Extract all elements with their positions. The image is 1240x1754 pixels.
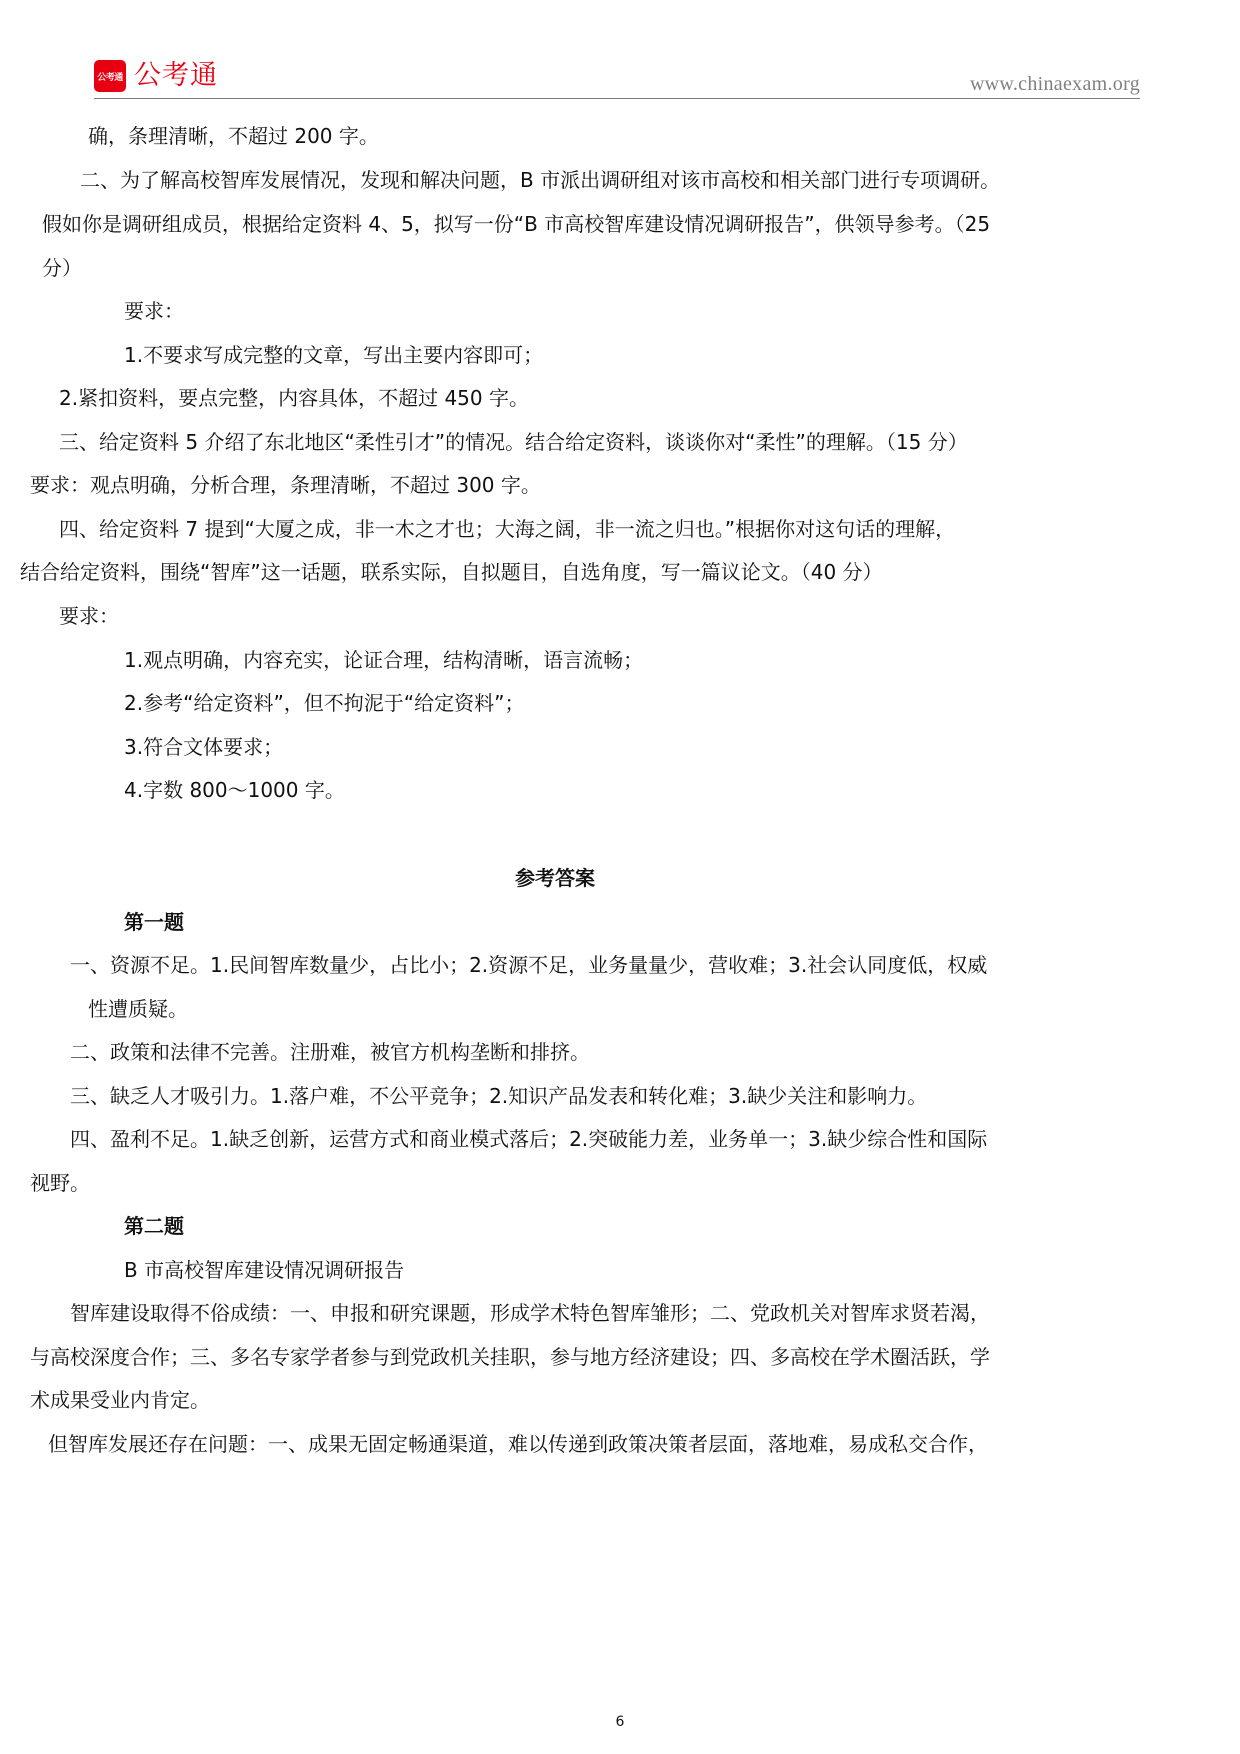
question-4-requirements-title: 要求： [59, 604, 119, 628]
question-2-requirements-title: 要求： [124, 299, 184, 323]
answer-1-point-1-line-1: 一、资源不足。1.民间智库数量少，占比小；2.资源不足，业务量量少，营收难；3.社会认同度低，权威 [70, 953, 988, 977]
answer-1-point-4-line-2: 视野。 [30, 1171, 90, 1195]
question-2-line-2: 假如你是调研组成员，根据给定资料 4、5，拟写一份“B 市高校智库建设情况调研报告”，供领导参考。（25 [42, 212, 991, 236]
answer-2-title: 第二题 [124, 1214, 184, 1238]
question-3-requirements: 要求：观点明确，分析合理，条理清晰，不超过 300 字。 [30, 473, 541, 497]
question-4-requirement-4: 4.字数 800～1000 字。 [124, 778, 345, 802]
answers-title: 参考答案 [515, 866, 595, 890]
question-2-requirement-1: 1.不要求写成完整的文章，写出主要内容即可； [124, 343, 544, 367]
answer-1-point-2: 二、政策和法律不完善。注册难，被官方机构垄断和排挤。 [70, 1040, 590, 1064]
logo-text: 公考通 [134, 60, 218, 91]
answer-1-point-4-line-1: 四、盈利不足。1.缺乏创新，运营方式和商业模式落后；2.突破能力差，业务单一；3.缺少综合性和国际 [70, 1127, 988, 1151]
page-number: 6 [615, 1714, 625, 1730]
answer-2-paragraph-2-line-1: 但智库发展还存在问题：一、成果无固定畅通渠道，难以传递到政策决策者层面，落地难，易成私交合作， [48, 1432, 988, 1456]
answer-1-title: 第一题 [124, 910, 184, 934]
answer-2-report-title: B 市高校智库建设情况调研报告 [124, 1258, 405, 1282]
question-2-line-3: 分） [42, 256, 82, 280]
answer-2-paragraph-1-line-1: 智库建设取得不俗成绩：一、申报和研究课题，形成学术特色智库雏形；二、党政机关对智库求贤若渴， [70, 1301, 990, 1325]
answer-1-point-1-line-2: 性遭质疑。 [88, 997, 188, 1021]
question-4-requirement-2: 2.参考“给定资料”，但不拘泥于“给定资料”； [124, 691, 525, 715]
question-4-requirement-3: 3.符合文体要求； [124, 735, 284, 759]
page-header [94, 56, 1140, 99]
answer-1-point-3: 三、缺乏人才吸引力。1.落户难，不公平竞争；2.知识产品发表和转化难；3.缺少关注和影响力。 [70, 1084, 928, 1108]
logo [94, 60, 218, 92]
question-1-tail: 确，条理清晰，不超过 200 字。 [88, 124, 379, 148]
question-2-line-1: 二、为了解高校智库发展情况，发现和解决问题，B 市派出调研组对该市高校和相关部门进行专项调研。 [80, 168, 1001, 192]
question-3-line-1: 三、给定资料 5 介绍了东北地区“柔性引才”的情况。结合给定资料，谈谈你对“柔性”的理解。（15 分） [59, 430, 968, 454]
question-4-line-2: 结合给定资料，围绕“智库”这一话题，联系实际，自拟题目，自选角度，写一篇议论文。（40 分） [20, 560, 883, 584]
logo-badge-icon: 公考通 [94, 60, 126, 92]
question-4-requirement-1: 1.观点明确，内容充实，论证合理，结构清晰，语言流畅； [124, 648, 644, 672]
answer-2-paragraph-1-line-3: 术成果受业内肯定。 [30, 1388, 210, 1412]
question-2-requirement-2: 2.紧扣资料，要点完整，内容具体，不超过 450 字。 [59, 386, 529, 410]
site-url: www.chinaexam.org [969, 73, 1140, 95]
question-4-line-1: 四、给定资料 7 提到“大厦之成，非一木之才也；大海之阔，非一流之归也。”根据你对这句话的理解， [59, 517, 956, 541]
answer-2-paragraph-1-line-2: 与高校深度合作；三、多名专家学者参与到党政机关挂职，参与地方经济建设；四、多高校在学术圈活跃，学 [30, 1345, 990, 1369]
